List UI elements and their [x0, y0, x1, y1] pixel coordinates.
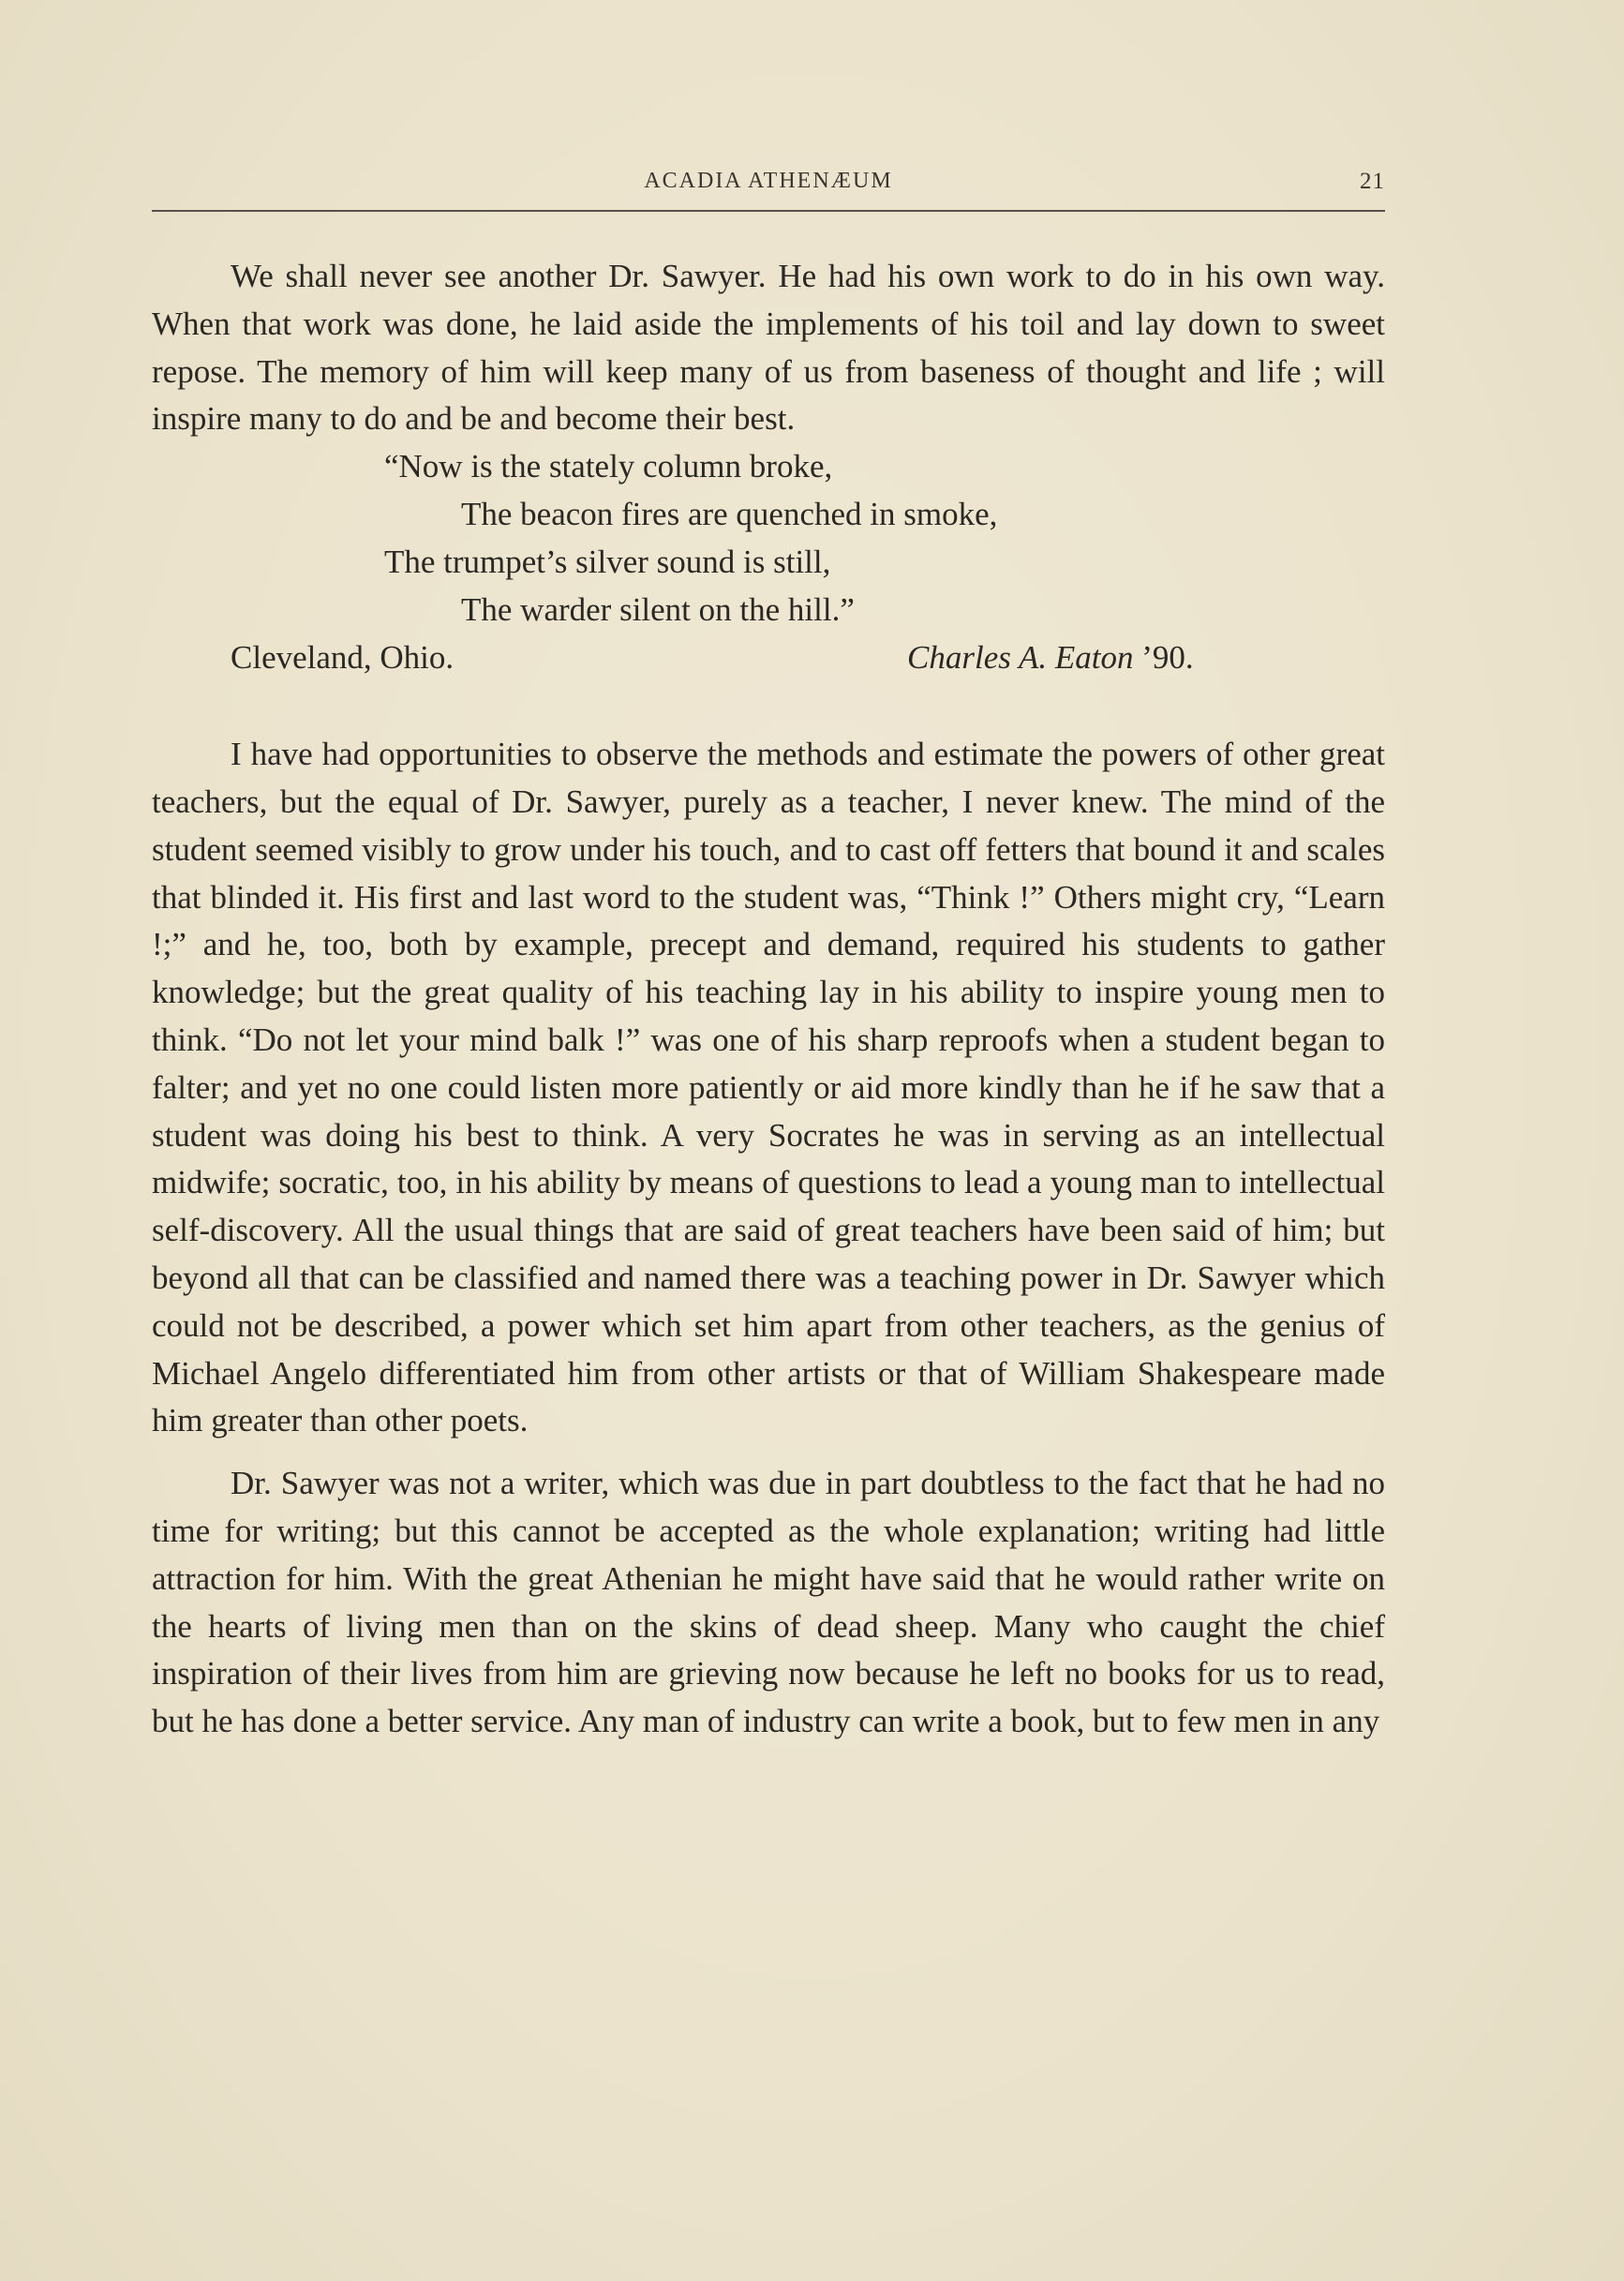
poem-line: The trumpet’s silver sound is still, — [384, 544, 831, 581]
paragraph: I have had opportunities to observe the methods and estimate the powers of other great teachers, but the equal of Dr. Sawyer, purely as a teacher, I never knew. The mind of the student seemed visibly to grow under his touch, and to cast off fetters that bound it and scales that blinded it. His first and last word to the student was, “Think !” Others might cry, “Learn !;” and he, too, both by example, precept and demand, required his students to gather knowledge; but the great quality of his teaching lay in his ability to inspire young men to think. “Do not let your mind balk !” was one of his sharp reproofs when a student began to falter; and yet no one could listen more patiently or aid more kindly than he if he saw that a student was doing his best to think. A very Socrates he was in serving as an intellectual midwife; socratic, too, in his ability by means of questions to lead a young man to intellectual self-discovery. All the usual things that are said of great teachers have been said of him; but beyond all that can be classified and named there was a teaching power in Dr. Sawyer which could not be described, a power which set him apart from other teachers, as the genius of Michael Angelo differentiated him from other artists or that of William Shakespeare made him greater than other poets. — [152, 736, 1385, 1439]
poem-quote — [152, 443, 1385, 634]
signature — [152, 634, 1385, 682]
running-head-title: ACADIA ATHENÆUM — [644, 169, 893, 193]
signature-author-name: Charles A. Eaton — [907, 639, 1134, 677]
paragraph-gap — [152, 1445, 1385, 1460]
page-number: 21 — [1360, 169, 1385, 194]
poem-line: The beacon fires are quenched in smoke, — [461, 496, 998, 533]
header-rule — [152, 210, 1385, 212]
article-body — [152, 253, 1385, 1746]
signature-author — [907, 634, 1194, 682]
paragraph: Dr. Sawyer was not a writer, which was due in part doubtless to the fact that he had no time for writing; but this cannot be accepted as the whole explanation; writing had little attraction for him. With the great Athenian he might have said that he would rather write on the hearts of living men than on the skins of dead sheep. Many who caught the chief inspiration of their lives from him are grieving now because he left no books for us to read, but he has done a better service. Any man of industry can write a book, but to few men in any — [152, 1465, 1385, 1740]
signature-place: Cleveland, Ohio. — [231, 639, 454, 677]
signature-author-class: ’90. — [1141, 639, 1194, 677]
poem-line: “Now is the stately column broke, — [384, 448, 833, 485]
poem-line: The warder silent on the hill.” — [461, 591, 855, 629]
running-head — [152, 165, 1385, 202]
paragraph: We shall never see another Dr. Sawyer. He had his own work to do in his own way. When that work was done, he laid aside the implements of his toil and lay down to sweet repose. The memory of him will keep many of us from baseness of thought and life ; will inspire many to do and be and become their best. — [152, 258, 1385, 438]
